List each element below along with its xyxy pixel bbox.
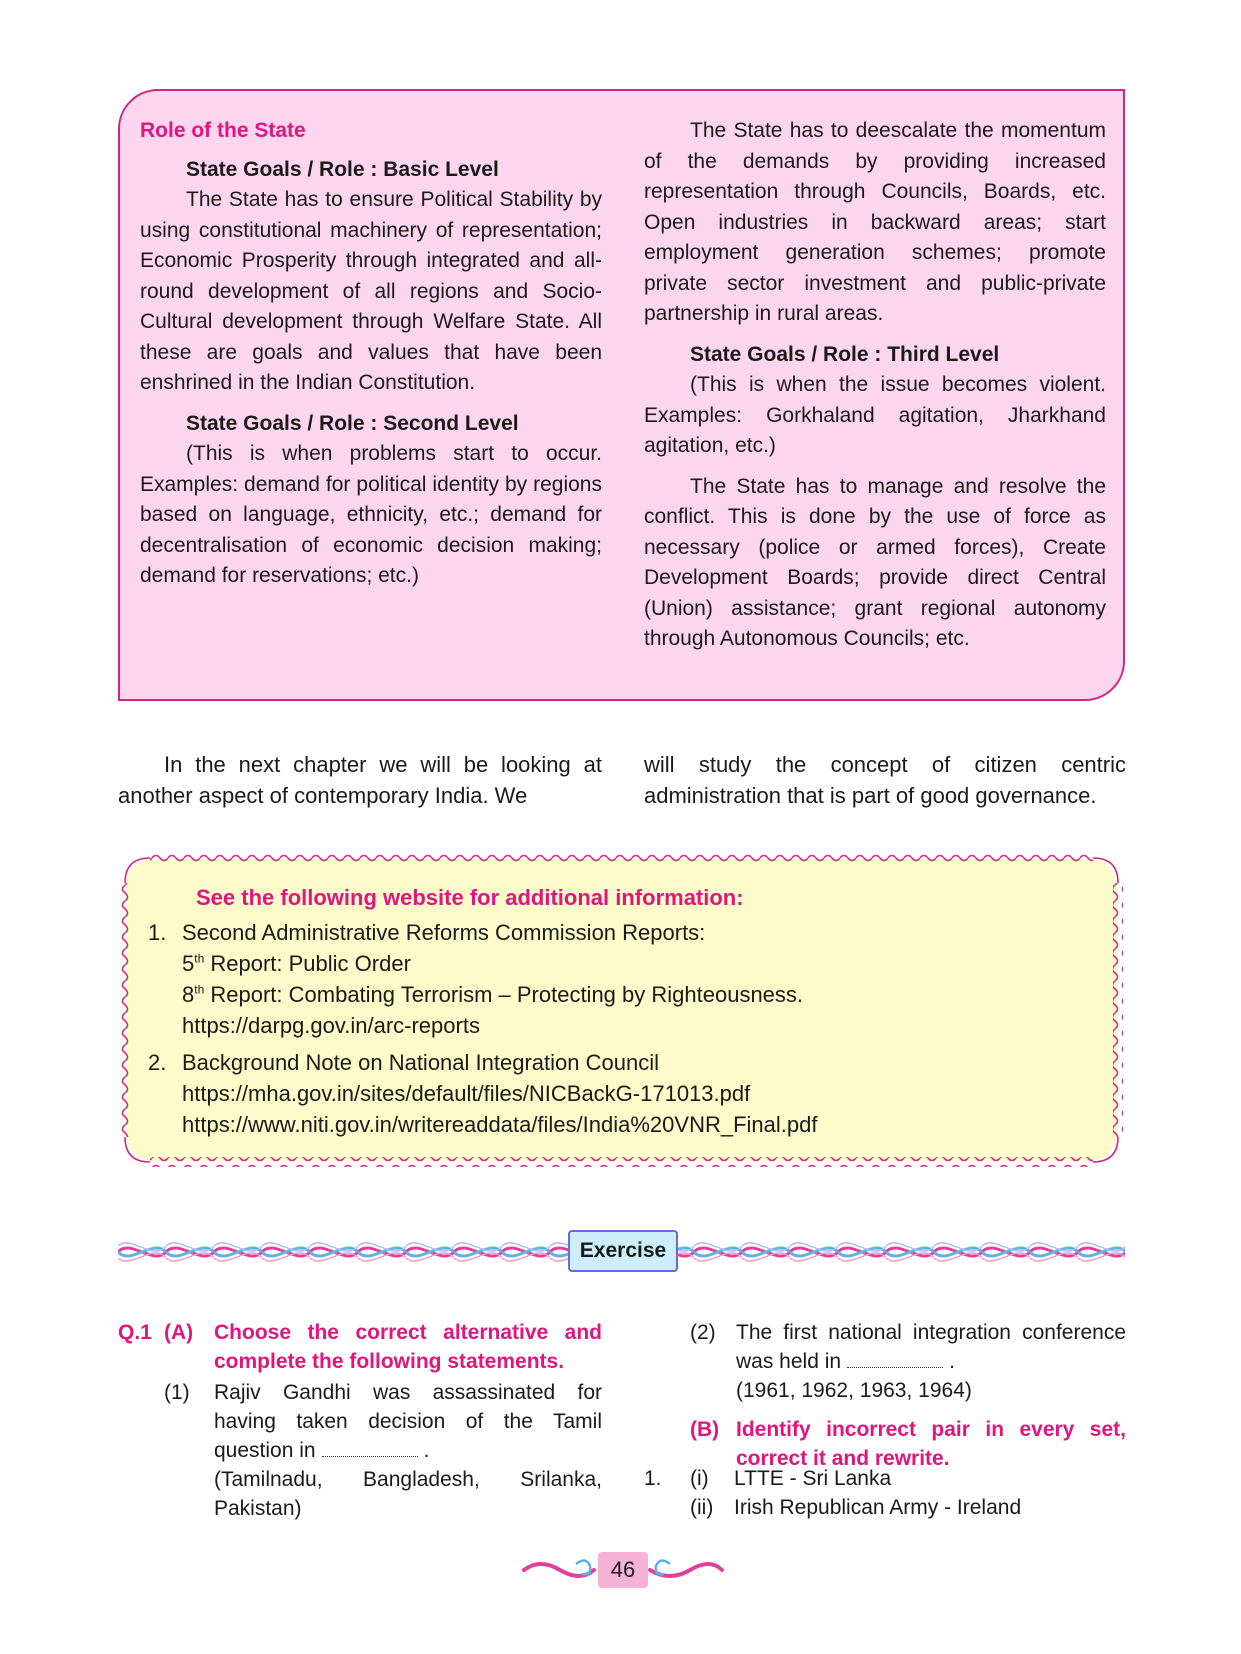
website-info-heading: See the following website for additional information: xyxy=(196,885,744,910)
q1a-label: (A) xyxy=(164,1321,194,1344)
exercise-left-column xyxy=(118,1318,602,1523)
basic-level-text: The State has to ensure Political Stability by using constitutional machinery of representation; Economic Prosperity through integrated and all-round development of all regions and Socio-Cultural development through Welfare State. All these are goals and values that have been enshrined in the Indian Constitution. xyxy=(140,188,602,394)
fill-in-blank[interactable] xyxy=(847,1349,943,1368)
second-level-heading: State Goals / Role : Second Level xyxy=(186,411,519,435)
third-level-response: The State has to manage and resolve the conflict. This is done by the use of force as necessary (police or armed forces), Create Development Boards; provide direct Central (Union) assistance; grant regional autonomy through Autonomous Councils; etc. xyxy=(644,474,1106,650)
second-level-response: The State has to deescalate the momentum of the demands by providing increased representation through Councils, Boards, etc. Open industries in backward areas; start employment generation schemes; promote private sector investment and public-private partnership in rural areas. xyxy=(644,119,1106,325)
page-number: 46 xyxy=(598,1552,648,1588)
report-8th: 8th Report: Combating Terrorism – Protecting by Righteousness. xyxy=(182,982,804,1007)
list-number: 2. xyxy=(148,1050,167,1075)
pair-set-1 xyxy=(644,1464,1126,1522)
third-level-text: (This is when the issue becomes violent. Examples: Gorkhaland agitation, Jharkhand agitation, etc.) xyxy=(644,373,1106,457)
statement-2-text: The first national integration conference was held in xyxy=(736,1321,1126,1373)
statement-number: (1) xyxy=(164,1381,190,1404)
q1a-text: Choose the correct alternative and complete the following statements. xyxy=(214,1321,602,1373)
basic-level-heading: State Goals / Role : Basic Level xyxy=(186,157,499,181)
website-info-content xyxy=(148,882,1098,1140)
second-level-text: (This is when problems start to occur. Examples: demand for political identity by regions based on language, ethnicity, etc.; demand for decentralisation of economic decision making; demand for reservations; etc.) xyxy=(140,442,602,587)
nic-note-url[interactable]: https://mha.gov.in/sites/default/files/NICBackG-171013.pdf xyxy=(182,1081,751,1106)
q1b-label: (B) xyxy=(690,1418,720,1441)
pair-ii xyxy=(644,1493,1126,1522)
statement-2: (2) The first national integration conference was held in . (1961, 1962, 1963, 1964) xyxy=(690,1318,1126,1405)
list-number: 1. xyxy=(148,920,167,945)
set-number: 1. xyxy=(644,1467,662,1490)
role-box-title: Role of the State xyxy=(140,119,306,142)
pair-label: (ii) xyxy=(690,1496,714,1519)
website-list-item-1 xyxy=(148,917,1098,1041)
role-box-right-column xyxy=(644,116,1106,655)
statement-2-options: (1961, 1962, 1963, 1964) xyxy=(736,1379,972,1402)
report-5th: 5th Report: Public Order xyxy=(182,951,411,976)
niti-vnr-url[interactable]: https://www.niti.gov.in/writereaddata/files/India%20VNR_Final.pdf xyxy=(182,1112,818,1137)
third-level-heading: State Goals / Role : Third Level xyxy=(690,342,1000,366)
next-chapter-text-right: will study the concept of citizen centric administration that is part of good governance. xyxy=(644,752,1126,808)
nic-note-title: Background Note on National Integration Council xyxy=(182,1050,659,1075)
statement-1-text: Rajiv Gandhi was assassinated for having taken decision of the Tamil question in xyxy=(214,1381,602,1462)
q1-number: Q.1 xyxy=(118,1321,152,1344)
statement-number: (2) xyxy=(690,1321,716,1344)
q1a-heading xyxy=(118,1318,602,1376)
pair-ii-text: Irish Republican Army - Ireland xyxy=(734,1496,1022,1519)
next-chapter-text-left: In the next chapter we will be looking at another aspect of contemporary India. We xyxy=(118,752,602,808)
arc-reports-url[interactable]: https://darpg.gov.in/arc-reports xyxy=(182,1013,480,1038)
statement-1-options: (Tamilnadu, Bangladesh, Srilanka, Pakistan) xyxy=(214,1468,602,1520)
q1b-text: Identify incorrect pair in every set, correct it and rewrite. xyxy=(736,1418,1126,1470)
exercise-label: Exercise xyxy=(568,1230,678,1272)
pair-label: (i) xyxy=(690,1467,709,1490)
website-list-item-2 xyxy=(148,1047,1098,1140)
fill-in-blank[interactable] xyxy=(322,1438,418,1457)
pair-i-text: LTTE - Sri Lanka xyxy=(734,1467,892,1490)
role-box-left-column xyxy=(140,116,602,592)
statement-1: (1) Rajiv Gandhi was assassinated for having taken decision of the Tamil question in . (Tamilnadu, Bangladesh, Srilanka, Pakistan) xyxy=(118,1378,602,1523)
arc-reports-title: Second Administrative Reforms Commission Reports: xyxy=(182,920,706,945)
exercise-right-column xyxy=(690,1318,1126,1473)
pair-i xyxy=(644,1464,1126,1493)
